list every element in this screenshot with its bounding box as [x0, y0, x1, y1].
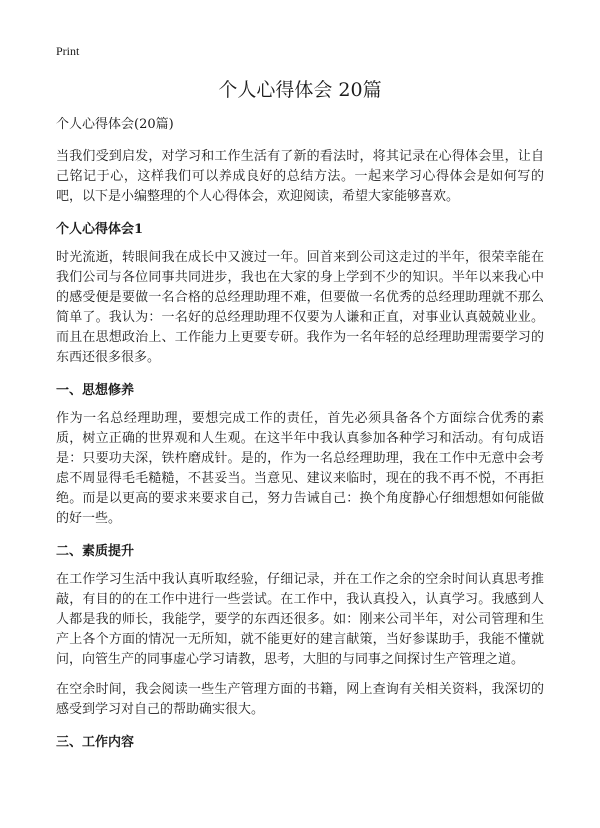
document-title: 个人心得体会 20篇	[218, 79, 382, 101]
section-heading-1: 个人心得体会1	[56, 222, 144, 237]
section-heading-quality: 二、素质提升	[56, 544, 135, 559]
intro-paragraph: 当我们受到启发，对学习和工作生活有了新的看法时，将其记录在心得体会里，让自己铭记于心，这样我们可以养成良好的总结方法。一起来学习心得体会是如何写的吧，以下是小编整理的个人心得体会，欢迎阅读，希望大家能够喜欢。	[56, 149, 544, 204]
section-heading-thought: 一、思想修养	[56, 383, 135, 398]
section-quality-paragraph-1: 在工作学习生活中我认真听取经验，仔细记录，并在工作之余的空余时间认真思考推敲，有目的的在工作中进行一些尝试。在工作中，我认真投入，认真学习。我感到人人都是我的师长，我能学，要学的东西还很多。如：刚来公司半年，对公司管理和生产上各个方面的情况一无所知，就不能更好的建言献策，当好参谋助手，我能不懂就问，向管生产的同事虚心学习请教，思考，大胆的与同事之间探讨生产管理之道。	[56, 572, 544, 667]
document-subtitle: 个人心得体会(20篇)	[56, 117, 174, 132]
section-quality-paragraph-2: 在空余时间，我会阅读一些生产管理方面的书籍，网上查询有关相关资料，我深切的感受到学习对自己的帮助确实很大。	[56, 682, 544, 717]
section-heading-work: 三、工作内容	[56, 735, 135, 750]
section-thought-paragraph: 作为一名总经理助理，要想完成工作的责任，首先必须具备各个方面综合优秀的素质，树立正确的世界观和人生观。在这半年中我认真参加各种学习和活动。有句成语是：只要功夫深，铁杵磨成针。是的，作为一名总经理助理，我在工作中无意中会考虑不周显得毛毛糙糙，不甚妥当。当意见、建议来临时，现在的我不再不悦，不再拒绝。而是以更高的要求来要求自己，努力告诫自己：换个角度静心仔细想想如何能做的好一些。	[56, 411, 544, 526]
section-1-paragraph: 时光流逝，转眼间我在成长中又渡过一年。回首来到公司这走过的半年，很荣幸能在我们公司与各位同事共同进步，我也在大家的身上学到不少的知识。半年以来我心中的感受便是要做一名合格的总经理助理不难，但要做一名优秀的总经理助理就不那么简单了。我认为：一名好的总经理助理不仅要为人谦和正直，对事业认真兢兢业业。而且在思想政治上、工作能力上更要专研。我作为一名年轻的总经理助理需要学习的东西还很多很多。	[56, 250, 544, 365]
print-label: Print	[56, 44, 80, 58]
